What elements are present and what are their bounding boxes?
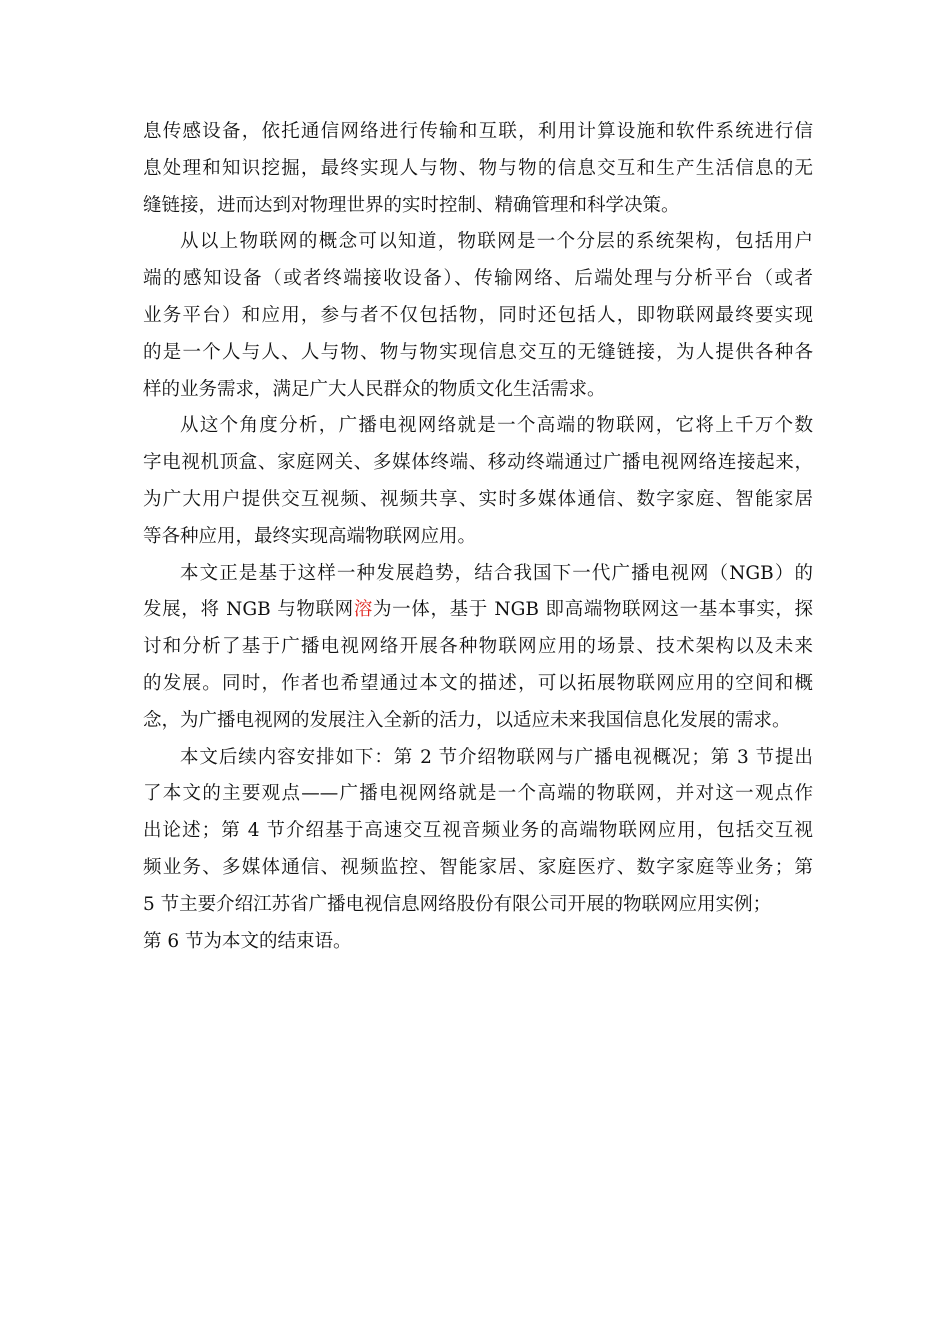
text-line: 的是一个人与人、人与物、物与物实现信息交互的无缝链接，为人提供各种各 <box>143 341 813 363</box>
text-line: 缝链接，进而达到对物理世界的实时控制、精确管理和科学决策。 <box>143 194 680 216</box>
text-line: 讨和分析了基于广播电视网络开展各种物联网应用的场景、技术架构以及未来 <box>143 636 813 658</box>
paragraph-1 <box>143 114 813 224</box>
text-line: 本文正是基于这样一种发展趋势，结合我国下一代广播电视网（NGB）的 <box>180 562 813 584</box>
paragraph-2 <box>143 224 813 408</box>
text-line: 样的业务需求，满足广大人民群众的物质文化生活需求。 <box>143 378 606 400</box>
text-line: 5 节主要介绍江苏省广播电视信息网络股份有限公司开展的物联网应用实例； <box>143 893 772 915</box>
text-segment: 为一体，基于 NGB 即高端物联网这一基本事实，探 <box>373 599 813 621</box>
paragraph-5 <box>143 740 813 961</box>
text-line: 念，为广播电视网的发展注入全新的活力，以适应未来我国信息化发展的需求。 <box>143 709 791 731</box>
text-line: 业务平台）和应用，参与者不仅包括物，同时还包括人，即物联网最终要实现 <box>143 304 813 326</box>
text-line: 第 6 节为本文的结束语。 <box>143 930 352 952</box>
text-line: 本文后续内容安排如下：第 2 节介绍物联网与广播电视概况；第 3 节提出 <box>180 746 813 768</box>
text-line: 息处理和知识挖掘，最终实现人与物、物与物的信息交互和生产生活信息的无 <box>143 157 813 179</box>
paragraph-4 <box>143 556 813 740</box>
text-line: 为广大用户提供交互视频、视频共享、实时多媒体通信、数字家庭、智能家居 <box>143 488 813 510</box>
text-line: 从以上物联网的概念可以知道，物联网是一个分层的系统架构，包括用户 <box>180 231 813 253</box>
text-line: 出论述；第 4 节介绍基于高速交互视音频业务的高端物联网应用，包括交互视 <box>143 820 813 842</box>
text-line: 端的感知设备（或者终端接收设备）、传输网络、后端处理与分析平台（或者 <box>143 268 813 290</box>
text-line: 息传感设备，依托通信网络进行传输和互联，利用计算设施和软件系统进行信 <box>143 121 813 142</box>
text-line: 频业务、多媒体通信、视频监控、智能家居、家庭医疗、数字家庭等业务；第 <box>143 856 813 878</box>
text-line: 等各种应用，最终实现高端物联网应用。 <box>143 525 477 547</box>
paragraph-3 <box>143 408 813 555</box>
highlighted-character: 溶 <box>353 599 373 621</box>
body-text <box>143 114 813 960</box>
text-line: 了本文的主要观点——广播电视网络就是一个高端的物联网，并对这一观点作 <box>143 783 813 805</box>
text-line: 从这个角度分析，广播电视网络就是一个高端的物联网，它将上千万个数 <box>180 415 813 437</box>
text-line: 的发展。同时，作者也希望通过本文的描述，可以拓展物联网应用的空间和概 <box>143 672 813 694</box>
text-line: 字电视机顶盒、家庭网关、多媒体终端、移动终端通过广播电视网络连接起来， <box>143 452 813 474</box>
text-segment: 发展，将 NGB 与物联网 <box>143 599 354 621</box>
text-line-with-highlight <box>143 592 813 629</box>
